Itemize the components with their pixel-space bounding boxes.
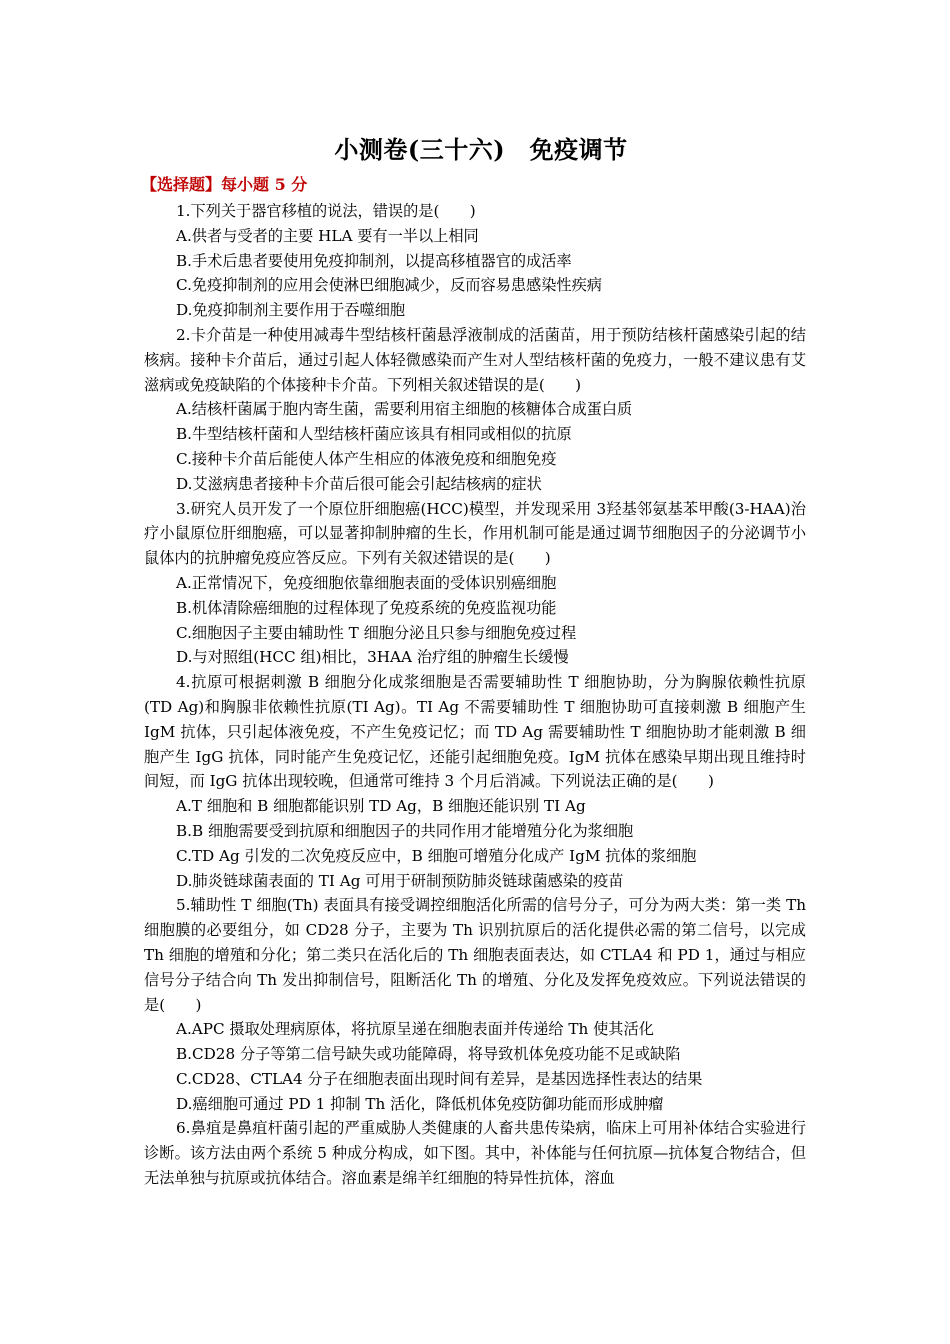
option-a: A.结核杆菌属于胞内寄生菌，需要利用宿主细胞的核糖体合成蛋白质 bbox=[176, 400, 633, 419]
section-heading: 【选择题】每小题 5 分 bbox=[141, 175, 308, 194]
option-a: A.APC 摄取处理病原体，将抗原呈递在细胞表面并传递给 Th 使其活化 bbox=[176, 1020, 654, 1039]
option-d: D.艾滋病患者接种卡介苗后很可能会引起结核病的症状 bbox=[176, 474, 542, 493]
question-5 bbox=[144, 893, 806, 1116]
option-b: B.机体清除癌细胞的过程体现了免疫系统的免疫监视功能 bbox=[176, 598, 557, 617]
question-4 bbox=[144, 670, 806, 893]
option-c: C.细胞因子主要由辅助性 T 细胞分泌且只参与细胞免疫过程 bbox=[176, 623, 577, 642]
document-page bbox=[141, 130, 806, 1191]
question-stem: 3.研究人员开发了一个原位肝细胞癌(HCC)模型，并发现采用 3羟基邻氨基苯甲酸(3-HAA)治疗小鼠原位肝细胞癌，可以显著抑制肿瘤的生长，作用机制可能是通过调节细胞因子的分泌调节小鼠体内的抗肿瘤免疫应答反应。下列有关叙述错误的是( ) bbox=[144, 499, 806, 568]
question-stem: 6.鼻疽是鼻疽杆菌引起的严重威胁人类健康的人畜共患传染病，临床上可用补体结合实验进行诊断。该方法由两个系统 5 种成分构成，如下图。其中，补体能与任何抗原—抗体复合物结合，但无法单独与抗原或抗体结合。溶血素是绵羊红细胞的特异性抗体，溶血 bbox=[144, 1119, 806, 1188]
option-a: A.供者与受者的主要 HLA 要有一半以上相同 bbox=[176, 226, 479, 245]
question-stem: 2.卡介苗是一种使用减毒牛型结核杆菌悬浮液制成的活菌苗，用于预防结核杆菌感染引起的结核病。接种卡介苗后，通过引起人体轻微感染而产生对人型结核杆菌的免疫力，一般不建议患有艾滋病或免疫缺陷的个体接种卡介苗。下列相关叙述错误的是( ) bbox=[144, 325, 806, 394]
question-stem: 4.抗原可根据刺激 B 细胞分化成浆细胞是否需要辅助性 T 细胞协助，分为胸腺依赖性抗原(TD Ag)和胸腺非依赖性抗原(TI Ag)。TI Ag 不需要辅助性 T 细胞协助可直接刺激 B 细胞产生 IgM 抗体，只引起体液免疫，不产生免疫记忆；而 TD Ag 需要辅助性 T 细胞协助才能刺激 B 细胞产生 IgG 抗体，同时能产生免疫记忆，还能引起细胞免疫。IgM 抗体在感染早期出现且维持时间短，而 IgG 抗体出现较晚，但通常可维持 3 个月后消减。下列说法正确的是( ) bbox=[144, 673, 806, 791]
option-b: B.CD28 分子等第二信号缺失或功能障碍，将导致机体免疫功能不足或缺陷 bbox=[176, 1045, 681, 1064]
option-b: B.手术后患者要使用免疫抑制剂，以提高移植器官的成活率 bbox=[176, 251, 572, 270]
question-3 bbox=[144, 497, 806, 671]
option-d: D.肺炎链球菌表面的 TI Ag 可用于研制预防肺炎链球菌感染的疫苗 bbox=[176, 871, 624, 890]
option-c: C.TD Ag 引发的二次免疫反应中，B 细胞可增殖分化成产 IgM 抗体的浆细胞 bbox=[176, 846, 697, 865]
option-a: A.T 细胞和 B 细胞都能识别 TD Ag，B 细胞还能识别 TI Ag bbox=[176, 797, 586, 816]
question-2 bbox=[144, 323, 806, 497]
option-c: C.免疫抑制剂的应用会使淋巴细胞减少，反而容易患感染性疾病 bbox=[176, 276, 602, 295]
option-d: D.免疫抑制剂主要作用于吞噬细胞 bbox=[176, 301, 406, 320]
option-c: C.CD28、CTLA4 分子在细胞表面出现时间有差异，是基因选择性表达的结果 bbox=[176, 1069, 703, 1088]
option-c: C.接种卡介苗后能使人体产生相应的体液免疫和细胞免疫 bbox=[176, 449, 557, 468]
option-a: A.正常情况下，免疫细胞依靠细胞表面的受体识别癌细胞 bbox=[176, 573, 557, 592]
question-6 bbox=[144, 1116, 806, 1190]
question-stem: 1.下列关于器官移植的说法，错误的是( ) bbox=[176, 202, 476, 220]
option-d: D.癌细胞可通过 PD 1 抑制 Th 活化，降低机体免疫防御功能而形成肿瘤 bbox=[176, 1094, 664, 1113]
option-b: B.B 细胞需要受到抗原和细胞因子的共同作用才能增殖分化为浆细胞 bbox=[176, 821, 634, 840]
question-stem: 5.辅助性 T 细胞(Th) 表面具有接受调控细胞活化所需的信号分子，可分为两大类：第一类 Th 细胞膜的必要组分，如 CD28 分子，主要为 Th 识别抗原后的活化提供必需的第二信号，以完成 Th 细胞的增殖和分化；第二类只在活化后的 Th 细胞表面表达，如 CTLA4 和 PD 1，通过与相应信号分子结合向 Th 发出抑制信号，阻断活化 Th 的增殖、分化及发挥免疫效应。下列说法错误的是( ) bbox=[144, 896, 806, 1014]
page-title: 小测卷(三十六) 免疫调节 bbox=[334, 135, 628, 164]
question-1 bbox=[144, 199, 806, 323]
option-b: B.牛型结核杆菌和人型结核杆菌应该具有相同或相似的抗原 bbox=[176, 425, 572, 444]
option-d: D.与对照组(HCC 组)相比，3HAA 治疗组的肿瘤生长缓慢 bbox=[176, 648, 569, 667]
